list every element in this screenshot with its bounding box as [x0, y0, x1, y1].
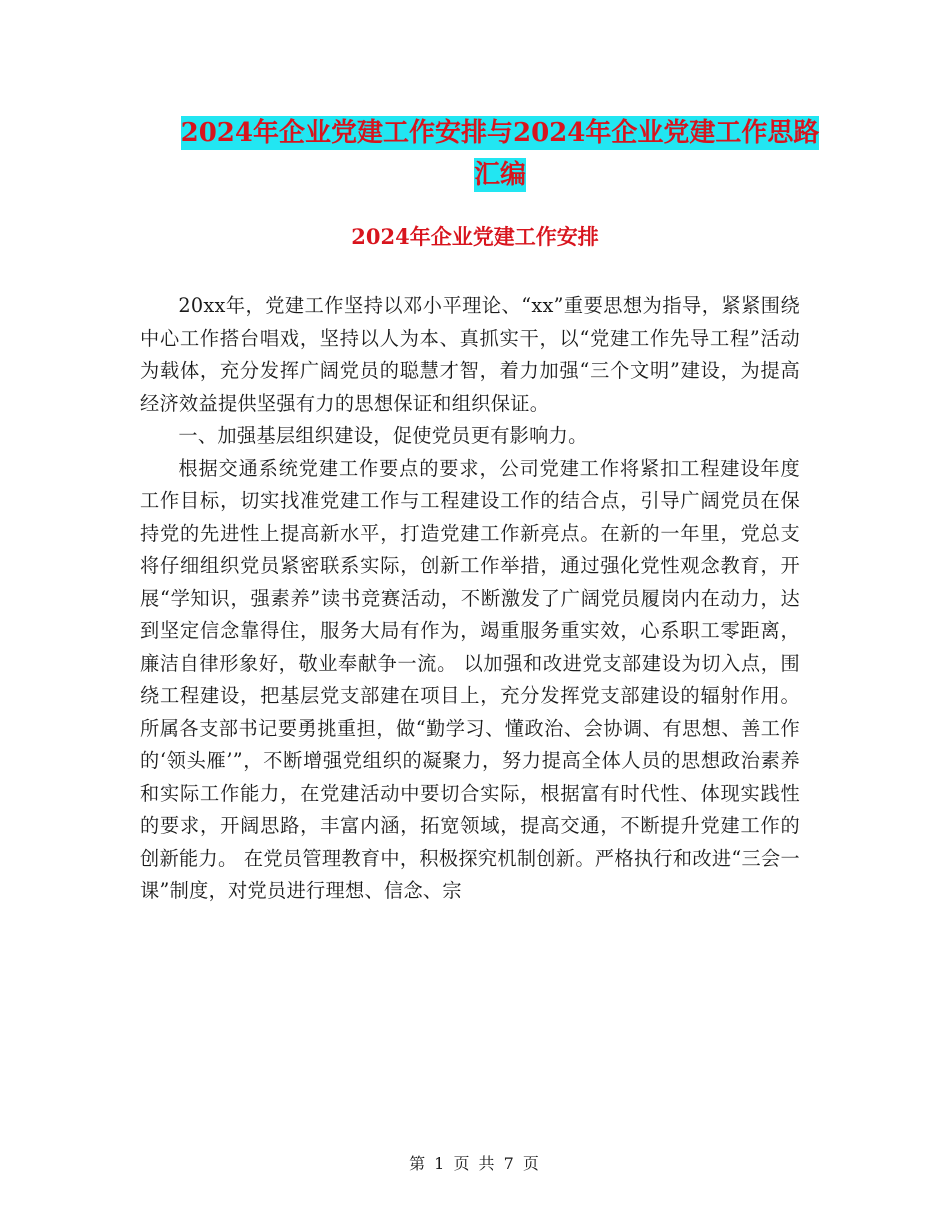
- section-title: 2024年企业党建工作安排: [351, 224, 599, 249]
- title-line-2: 汇编: [473, 160, 526, 190]
- page-number: 第 1 页 共 7 页: [409, 1154, 541, 1173]
- document-body: [140, 290, 800, 908]
- document-title: [120, 112, 880, 196]
- paragraph-heading-1: 一、加强基层组织建设，促使党员更有影响力。: [178, 424, 588, 447]
- page-footer: [0, 1152, 950, 1176]
- paragraph-intro: 20xx年，党建工作坚持以邓小平理论、“xx”重要思想为指导，紧紧围绕中心工作搭台唱戏，坚持以人为本、真抓实干，以“党建工作先导工程”活动为载体，充分发挥广阔党员的聪慧才智，着力加强“三个文明”建设，为提高经济效益提供坚强有力的思想保证和组织保证。: [140, 294, 800, 415]
- title-line-1: 2024年企业党建工作安排与2024年企业党建工作思路: [180, 118, 820, 148]
- paragraph-body-1: 根据交通系统党建工作要点的要求，公司党建工作将紧扣工程建设年度工作目标，切实找准党建工作与工程建设工作的结合点，引导广阔党员在保持党的先进性上提高新水平，打造党建工作新亮点。在新的一年里，党总支将仔细组织党员紧密联系实际，创新工作举措，通过强化党性观念教育，开展“学知识，强素养”读书竞赛活动，不断激发了广阔党员履岗内在动力，达到坚定信念靠得住，服务大局有作为，竭重服务重实效，心系职工零距离，廉洁自律形象好，敬业奉献争一流。 以加强和改进党支部建设为切入点，围绕工程建设，把基层党支部建在项目上，充分发挥党支部建设的辐射作用。所属各支部书记要勇挑重担，做“勤学习、懂政治、会协调、有思想、善工作的‘领头雁’”，不断增强党组织的凝聚力，努力提高全体人员的思想政治素养和实际工作能力，在党建活动中要切合实际，根据富有时代性、体现实践性的要求，开阔思路，丰富内涵，拓宽领域，提高交通，不断提升党建工作的创新能力。 在党员管理教育中，积极探究机制创新。严格执行和改进“三会一课”制度，对党员进行理想、信念、宗: [140, 456, 800, 902]
